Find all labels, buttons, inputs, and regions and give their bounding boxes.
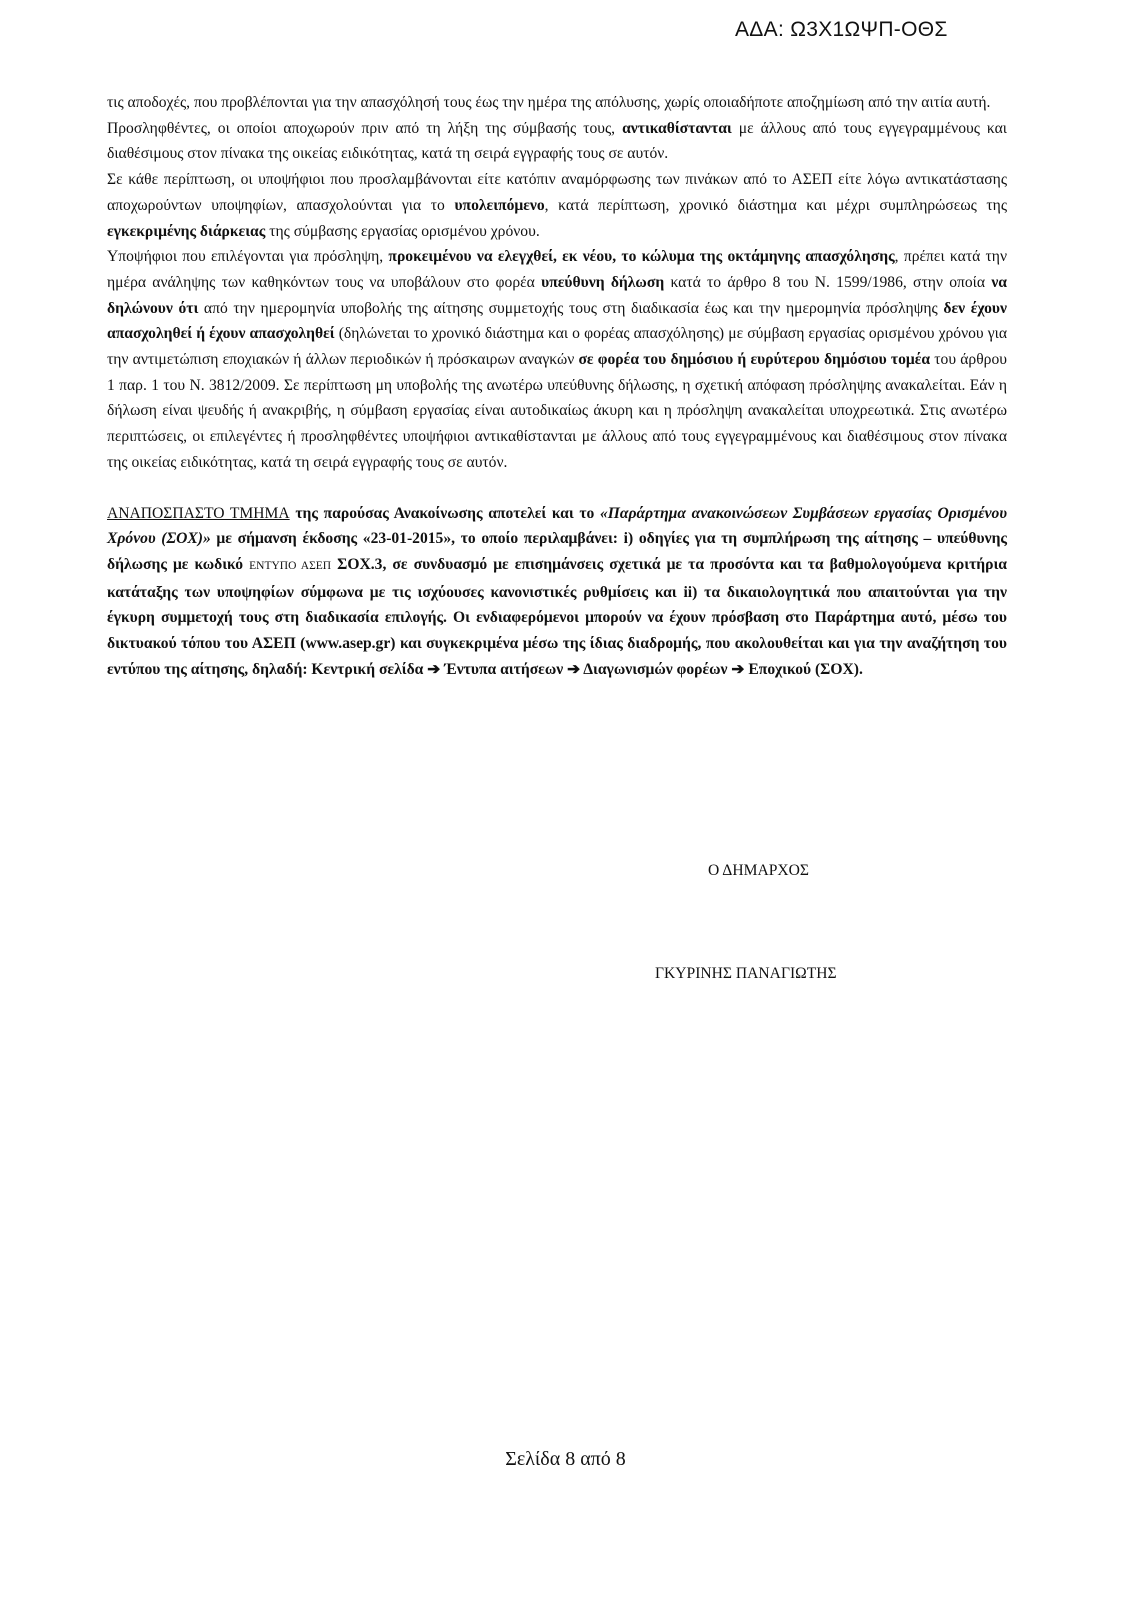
signatory-name: ΓΚΥΡΙΝΗΣ ΠΑΝΑΓΙΩΤΗΣ <box>655 965 837 982</box>
arrow-icon: ➔ <box>731 660 745 678</box>
paragraph-2: Προσληφθέντες, οι οποίοι αποχωρούν πριν από τη λήξη της σύμβασής τους, αντικαθίστανται με άλλους από τους εγγεγραμμένους και διαθέσιμους στον πίνακα της οικείας ειδικότητας, κατά τη σειρά εγγραφής τους σε αυτόν. <box>107 119 1007 163</box>
arrow-icon: ➔ <box>567 660 581 678</box>
signatory-title: Ο ΔΗΜΑΡΧΟΣ <box>708 862 809 879</box>
ada-code: ΑΔΑ: Ω3Χ1ΩΨΠ-ΟΘΣ <box>735 18 948 41</box>
paragraph-3: Σε κάθε περίπτωση, οι υποψήφιοι που προσλαμβάνονται είτε κατόπιν αναμόρφωσης των πινάκων από το ΑΣΕΠ είτε λόγω αντικατάστασης αποχωρούντων υποψηφίων, απασχολούνται για το υπολειπόμενο, κατά περίπτωση, χρονικό διάστημα και μέχρι συμπληρώσεως της εγκεκριμένης διάρκειας της σύμβασης εργασίας ορισμένου χρόνου. <box>107 171 1007 240</box>
paragraph-1: τις αποδοχές, που προβλέπονται για την απασχόλησή τους έως την ημέρα της απόλυσης, χωρίς οποιαδήποτε αποζημίωση από την αιτία αυτή. <box>107 94 991 111</box>
page-number: Σελίδα 8 από 8 <box>505 1448 626 1470</box>
arrow-icon: ➔ <box>427 660 441 678</box>
form-code: ΕΝΤΥΠΟ ΑΣΕΠ <box>249 559 332 572</box>
document-body <box>107 90 1007 682</box>
annex-title: «Παράρτημα ανακοινώσεων Συμβάσεων εργασίας Ορισμένου Χρόνου (ΣΟΧ)» <box>107 504 1007 548</box>
paragraph-4: Υποψήφιοι που επιλέγονται για πρόσληψη, προκειμένου να ελεγχθεί, εκ νέου, το κώλυμα της οκτάμηνης απασχόλησης, πρέπει κατά την ημέρα ανάληψης των καθηκόντων τους να υποβάλουν στο φορέα υπεύθυνη δήλωση κατά το άρθρο 8 του Ν. 1599/1986, στην οποία να δηλώνουν ότι από την ημερομηνία υποβολής της αίτησης συμμετοχής τους στη διαδικασία έως και την ημερομηνία πρόσληψης δεν έχουν απασχοληθεί ή έχουν απασχοληθεί (δηλώνεται το χρονικό διάστημα και ο φορέας απασχόλησης) με σύμβαση εργασίας ορισμένου χρόνου για την αντιμετώπιση εποχιακών ή άλλων περιοδικών ή πρόσκαιρων αναγκών σε φορέα του δημόσιου ή ευρύτερου δημόσιου τομέα του άρθρου 1 παρ. 1 του Ν. 3812/2009. Σε περίπτωση μη υποβολής της ανωτέρω υπεύθυνης δήλωσης, η σχετική απόφαση πρόσληψης ανακαλείται. Εάν η δήλωση είναι ψευδής ή ανακριβής, η σύμβαση εργασίας είναι αυτοδικαίως άκυρη και η πρόσληψη ανακαλείται υποχρεωτικά. Στις ανωτέρω περιπτώσεις, οι επιλεγέντες ή προσληφθέντες υποψήφιοι αντικαθίστανται με άλλους από τους εγγεγραμμένους και διαθέσιμους στον πίνακα της οικείας ειδικότητας, κατά τη σειρά εγγραφής τους σε αυτόν. <box>107 248 1007 471</box>
annex-paragraph: ΑΝΑΠΟΣΠΑΣΤΟ ΤΜΗΜΑ της παρούσας Ανακοίνωσης αποτελεί και το «Παράρτημα ανακοινώσεων Συμβάσεων εργασίας Ορισμένου Χρόνου (ΣΟΧ)» με σήμανση έκδοσης «23-01-2015», το οποίο περιλαμβάνει: i) οδηγίες για τη συμπλήρωση της αίτησης – υπεύθυνης δήλωσης με κωδικό ΕΝΤΥΠΟ ΑΣΕΠ ΣΟΧ.3, σε συνδυασμό με επισημάνσεις σχετικά με τα προσόντα και τα βαθμολογούμενα κριτήρια κατάταξης των υποψηφίων σύμφωνα με τις ισχύουσες κανονιστικές ρυθμίσεις και ii) τα δικαιολογητικά που απαιτούνται για την έγκυρη συμμετοχή τους στη διαδικασία επιλογής. Οι ενδιαφερόμενοι μπορούν να έχουν πρόσβαση στο Παράρτημα αυτό, μέσω του δικτυακού τόπου του ΑΣΕΠ (www.asep.gr) και συγκεκριμένα μέσω της ίδιας διαδρομής, που ακολουθείται και για την αναζήτηση του εντύπου της αίτησης, δηλαδή: Κεντρική σελίδα ➔ Έντυπα αιτήσεων ➔ Διαγωνισμών φορέων ➔ Εποχικού (ΣΟΧ). <box>107 504 1007 678</box>
annex-heading: ΑΝΑΠΟΣΠΑΣΤΟ ΤΜΗΜΑ <box>107 504 290 522</box>
